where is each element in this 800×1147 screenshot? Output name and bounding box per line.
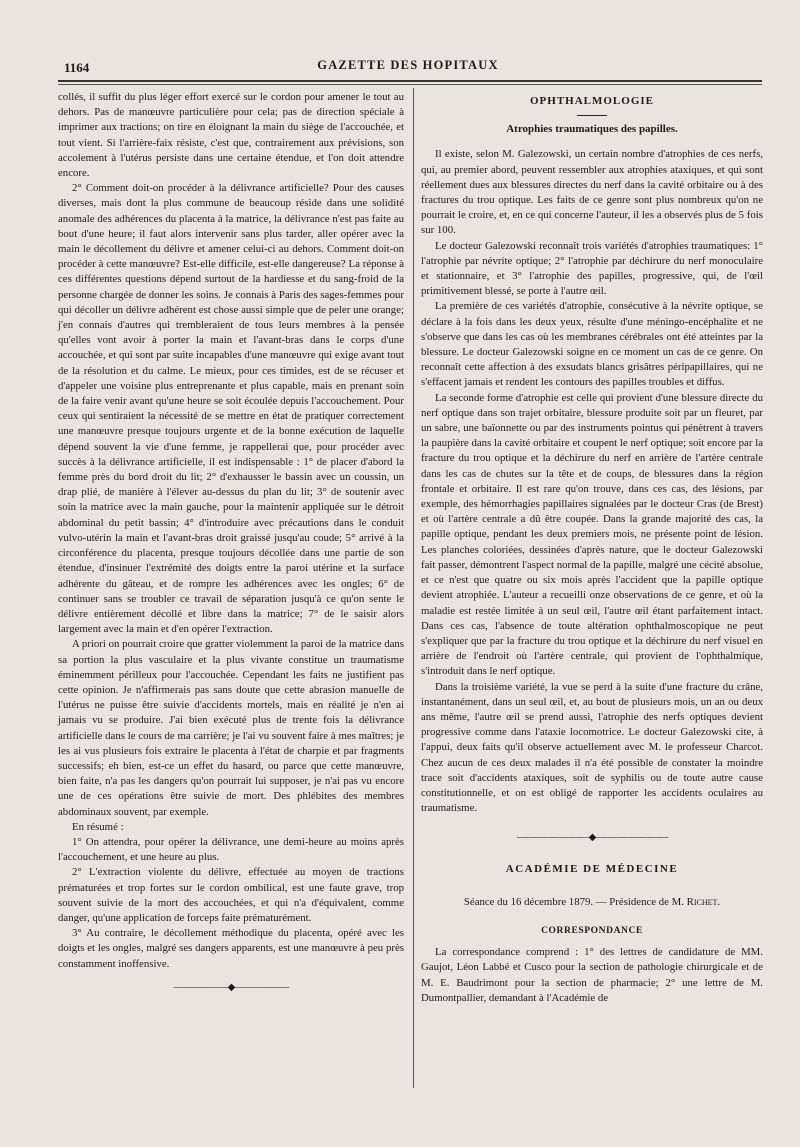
paragraph: La seconde forme d'atrophie est celle qui provient d'une blessure directe du nerf optique dans son trajet orbitaire, blessure produite soit par un fleuret, par un sabre, une baïonnette ou par des instruments pointus qui pénètrent à travers la paupière dans la cavité orbitaire et coupent le nerf optique; soit encore par la fracture du trou optique et la déchirure du nerf en arrière de l'artère centrale dans les cas de chutes sur la tête et de coups, de blessures dans la région frontale et orbitaire. Il est rare qu'on trouve, dans ces cas, des lésions, par exemple, des hémorrhagies papillaires signalées par le docteur Cras (de Brest) et où l'artère centrale a dû être coupée. Dans la grande majorité des cas, la papille optique, pendant les deux premiers mois, ne présente point de lésion. Les planches coloriées, dessinées d'après nature, que le docteur Galezowski fait passer, démontrent l'aspect normal de la papille, malgré une cécité absolue, et ce n'est que quatre ou six mois après l'accident que la papille optique devient atrophiée. L'auteur a recueilli onze observations de ce genre, et où la maladie est restée limitée à un seul œil, l'autre œil étant parfaitement intact. Dans ces cas, l'absence de toute altération ophthalmoscopique ne peut s'expliquer que par la fracture du trou optique et la déchirure du nerf visuel en arrière de l'endroit où l'artère centrale, qui provient de l'ophthalmique, s'introduit dans le nerf optique. — [421, 391, 763, 678]
page-header — [58, 56, 758, 80]
correspondance-title: CORRESPONDANCE — [541, 925, 643, 936]
paragraph: La correspondance comprend : 1° des lettres de candidature de MM. Gaujot, Léon Labbé et Cusco pour la section de pathologie chirurgicale et de M. E. Baudrimont pour la section de pharmacie; 2° une lettre de M. Dumontpallier, demandant à l'Académie de — [421, 946, 763, 1004]
paragraph: 2° L'extraction violente du délivre, effectuée au moyen de tractions prématurées et trop fortes sur le cordon ombilical, est une faute grave, trop souvent suivie de la mort des accouchées, et qui n'a d'équivalent, comme danger, qu'une application de forceps faite prématurément. — [58, 866, 404, 924]
ornament-divider: ——————◆—————— — [173, 981, 289, 993]
seance-text: Séance du 16 décembre 1879. — Présidence de M. — [463, 895, 687, 908]
paragraph: La première de ces variétés d'atrophie, consécutive à la névrite optique, se déclare à la fois dans les deux yeux, résulte d'une méningo-encéphalite et ne s'observe que dans les cas où les membranes cérébrales ont été atteintes par la blessure. Le docteur Galezowski soigne en ce moment un cas de ce genre. On reconnaît cette affection à des exsudats blancs grisâtres péripapillaires, qui ne s'effacent jamais et rendent les contours des papilles troubles et diffus. — [421, 300, 763, 389]
paragraph: A priori on pourrait croire que gratter violemment la paroi de la matrice dans sa portion la plus vasculaire et la plus vivante constitue un traumatisme éminemment périlleux pour l'accouchée. Cependant les faits ne justifient pas cette opinion. Je n'affirmerais pas sans doute que cette abrasion manuelle de l'utérus ne puisse être suivie d'accidents mortels, mais en réalité je n'en ai jamais vu se produire. J'ai bien exécuté plus de trente fois la délivrance artificielle dans le cours de ma carrière; je l'ai vu souvent faire à mes maîtres; je les ai vus plusieurs fois extraire le placenta à l'état de charpie et par fragments successifs; eh bien, est-ce un effet du hasard, ou parce que cette manœuvre, bien faite, n'a pas les dangers qu'on pourrait lui supposer, je n'ai pas vu encore une de ces opérations être suivie de mort. Des phlébites des membres abdominaux souvent, par exemple. — [58, 638, 404, 818]
ornament-divider: ————————◆———————— — [516, 832, 668, 844]
paragraph: 2° Comment doit-on procéder à la délivrance artificielle? Pour des causes diverses, mais dont la plus commune de beaucoup réside dans une solidité anomale des adhérences du placenta à la matrice, la délivrance n'est pas faite au bout d'une heure; il faut alors intervenir sans plus tarder, aller opérer avec la main le décollement du délivre et amener celui-ci au dehors. Comment doit-on procéder à cette manœuvre? Est-elle difficile, est-elle dangereuse? La réponse à ces différentes questions dépend surtout de la hardiesse et du sang-froid de la personne chargée de donner les soins. Je connais à Paris des sages-femmes pour qui décoller un délivre adhérent est chose aussi simple que de peler une orange; j'en connais d'autres qui trembleraient de tous leurs membres à la pensée qu'elles vont avoir à porter la main et l'avant-bras dans le corps d'une accouchée, et qui sont par suite incapables d'une manœuvre qui exige avant tout de la résolution et du calme. Le mieux, pour ces timides, est de se récuser et d'appeler une voisine plus entreprenante et plus capable, mais en prenant soin de la faire venir avant qu'une heure se soit écoulée depuis l'accouchement. Pour ceux qui sentiraient la nécessité de se mettre en état de pratiquer correctement une manœuvre presque toujours urgente et de la bonne exécution de laquelle dépend souvent la vie d'une femme, je rappellerai que, pour procéder avec succès à la délivrance artificielle, il est indispensable : 1° de placer d'abord la femme près du bord droit du lit; 2° d'exhausser le bassin avec un coussin, un drap plié, de manière à l'élever au-dessus du plan du lit; 3° de soutenir avec soin la matrice avec la main gauche, pour la maintenir appliquée sur le détroit abdominal du petit bassin; 4° d'introduire avec précautions dans le conduit vulvo-utérin la main et l'avant-bras droit graissé jusqu'au coude; 5° arrivé à la circonférence du placenta, presque toujours décollée dans une partie de son étendue, d'insinuer l'extrémité des doigts entre la paroi utérine et la surface adhérente du gâteau, et de rompre les adhérences avec les ongles; 6° de continuer sans se troubler ce travail de séparation jusqu'à ce qu'on sente le délivre entièrement décollé et libre dans la matrice; 7° de le saisir alors largement avec la main et d'en opérer l'extraction. — [58, 182, 404, 636]
section-title: OPHTHALMOLOGIE — [529, 95, 654, 107]
president-name: Richet. — [686, 895, 721, 908]
article-title: Atrophies traumatiques des papilles. — [506, 123, 678, 136]
section-rule — [577, 115, 607, 116]
paragraph: Dans la troisième variété, la vue se perd à la suite d'une fracture du crâne, instantanément, dans un seul œil, et, au bout de plusieurs mois, un an ou deux ans même, l'autre œil se prend aussi, l'atrophie des nerfs optiques devient progressive comme dans l'ataxie locomotrice. Le docteur Galezowski cite, à l'appui, deux faits qu'il observe actuellement avec M. le professeur Charcot. Chez aucun de ces deux malades il n'a été possible de constater la moindre trace soit d'accidents ataxiques, soit de syphilis ou de toute autre cause constitutionnelle, et on est obligé de rapporter les accidents oculaires au traumatisme. — [421, 680, 763, 815]
page-number: 1164 — [64, 60, 90, 75]
paragraph: collés, il suffit du plus léger effort exercé sur le cordon pour amener le tout au dehors. Pas de manœuvre particulière pour cela; pas de direction spéciale à imprimer aux tractions; on tire en éloignant la main du siège de l'accouchée, et tout vient. Si l'arrière-faix résiste, c'est que, contrairement aux prévisions, son accolement à l'utérus persiste dans une certaine étendue, et l'on doit attendre encore. — [58, 91, 404, 180]
header-rule — [58, 80, 762, 82]
journal-title: GAZETTE DES HOPITAUX — [317, 58, 499, 72]
academy-title: ACADÉMIE DE MÉDECINE — [505, 862, 679, 875]
paragraph: 3° Au contraire, le décollement méthodique du placenta, opéré avec les doigts et les ongles, malgré ses dangers apparents, est une manœuvre à peu près constamment inoffensive. — [58, 927, 404, 970]
right-column — [421, 90, 763, 1006]
paragraph: 1° On attendra, pour opérer la délivrance, une demi-heure au moins après l'accouchement, et une heure au plus. — [58, 835, 404, 864]
paragraph: Le docteur Galezowski reconnaît trois variétés d'atrophies traumatiques: 1° l'atrophie par névrite optique; 2° l'atrophie par déchirure du nerf monoculaire et stationnaire, et 3° l'atrophie des papilles, progressive, qui, de l'œil primitivement blessé, se porte à l'autre œil. — [421, 239, 763, 298]
header-rule-thin — [58, 84, 762, 85]
column-divider — [413, 88, 414, 1088]
left-column — [58, 90, 404, 995]
paragraph: Il existe, selon M. Galezowski, un certain nombre d'atrophies de ces nerfs, qui, au premier abord, peuvent ressembler aux atrophies ataxiques, et qui sont réellement dues aux blessures directes du nerf dans la cavité orbitaire ou à des fractures du trou optique. Les faits de ce genre sont plus nombreux qu'on ne pourrait le croire, et, en ce qui concerne l'auteur, il les a observés plus de 5 fois sur 100. — [421, 148, 763, 237]
seance-line — [421, 895, 763, 910]
paragraph: En résumé : — [72, 820, 124, 833]
